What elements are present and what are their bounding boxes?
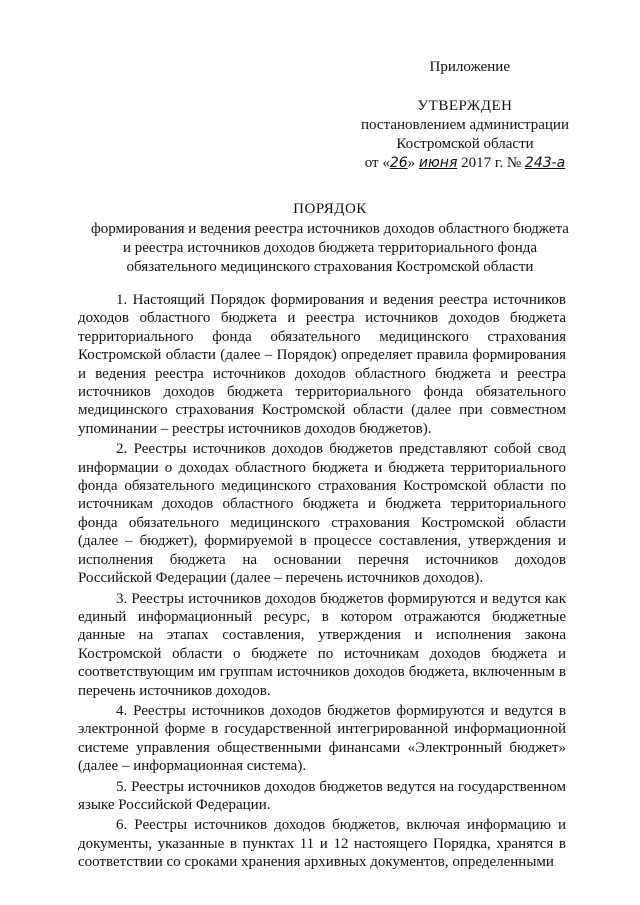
order-subtitle-line: обязательного медицинского страхования Костромской области bbox=[126, 259, 534, 275]
approved-heading: УТВЕРЖДЕН bbox=[417, 98, 513, 114]
document-body bbox=[78, 291, 566, 874]
paragraph-4: 4. Реестры источников доходов бюджетов формируются и ведутся в электронной форме в государственной интегрированной информационной системе управления общественными финансами «Электронный бюджет» (далее – информационная система). bbox=[78, 702, 566, 775]
date-day: 26 bbox=[389, 155, 408, 171]
approved-by-line: постановлением администрации bbox=[361, 117, 569, 133]
date-mid: » bbox=[407, 155, 416, 171]
date-line bbox=[330, 154, 600, 173]
order-subtitle-line: и реестра источников доходов бюджета территориального фонда bbox=[122, 240, 538, 256]
paragraph-2: 2. Реестры источников доходов бюджетов представляют собой свод информации о доходах областного бюджета и бюджета территориального фонда обязательного медицинского страхования Костромской области по источникам доходов областного бюджета и бюджета территориального фонда обязательного медицинского страхования Костромской области (далее – бюджет), формируемой в процессе составления, утверждения и исполнения бюджета на основании перечня источников доходов Российской Федерации (далее – перечень источников доходов). bbox=[78, 441, 566, 587]
date-month: июня bbox=[418, 155, 458, 171]
date-year: 2017 г. № bbox=[461, 155, 522, 171]
order-title bbox=[60, 200, 600, 277]
paragraph-3: 3. Реестры источников доходов бюджетов формируются и ведутся как единый информационный ресурс, в котором отражаются бюджетные данные на этапах составления, утверждения и исполнения закона Костромской области о бюджете по источникам доходов бюджета и соответствующим им группам источников доходов бюджета, включенным в перечень источников доходов. bbox=[78, 590, 566, 699]
paragraph-6: 6. Реестры источников доходов бюджетов, включая информацию и документы, указанные в пунктах 11 и 12 настоящего Порядка, хранятся в соответствии со сроками хранения архивных документов, определенными bbox=[78, 817, 566, 871]
appendix-label: Приложение bbox=[429, 59, 510, 75]
paragraph-1: 1. Настоящий Порядок формирования и ведения реестра источников доходов областного бюджета и реестра источников доходов бюджета территориального фонда обязательного медицинского страхования Костромской области (далее – Порядок) определяет правила формирования и ведения реестра источников доходов областного бюджета и реестра источников доходов бюджета территориального фонда обязательного медицинского страхования Костромской области (далее при совместном упоминании – реестры источников доходов бюджетов). bbox=[78, 292, 566, 437]
order-subtitle-line: формирования и ведения реестра источников доходов областного бюджета bbox=[91, 221, 569, 237]
paragraph-5: 5. Реестры источников доходов бюджетов ведутся на государственном языке Российской Федерации. bbox=[78, 778, 566, 813]
region-line: Костромской области bbox=[396, 136, 534, 152]
order-heading: ПОРЯДОК bbox=[293, 201, 367, 217]
document-number: 243-а bbox=[524, 155, 566, 171]
approval-block bbox=[330, 58, 600, 173]
date-prefix: от « bbox=[364, 155, 390, 171]
